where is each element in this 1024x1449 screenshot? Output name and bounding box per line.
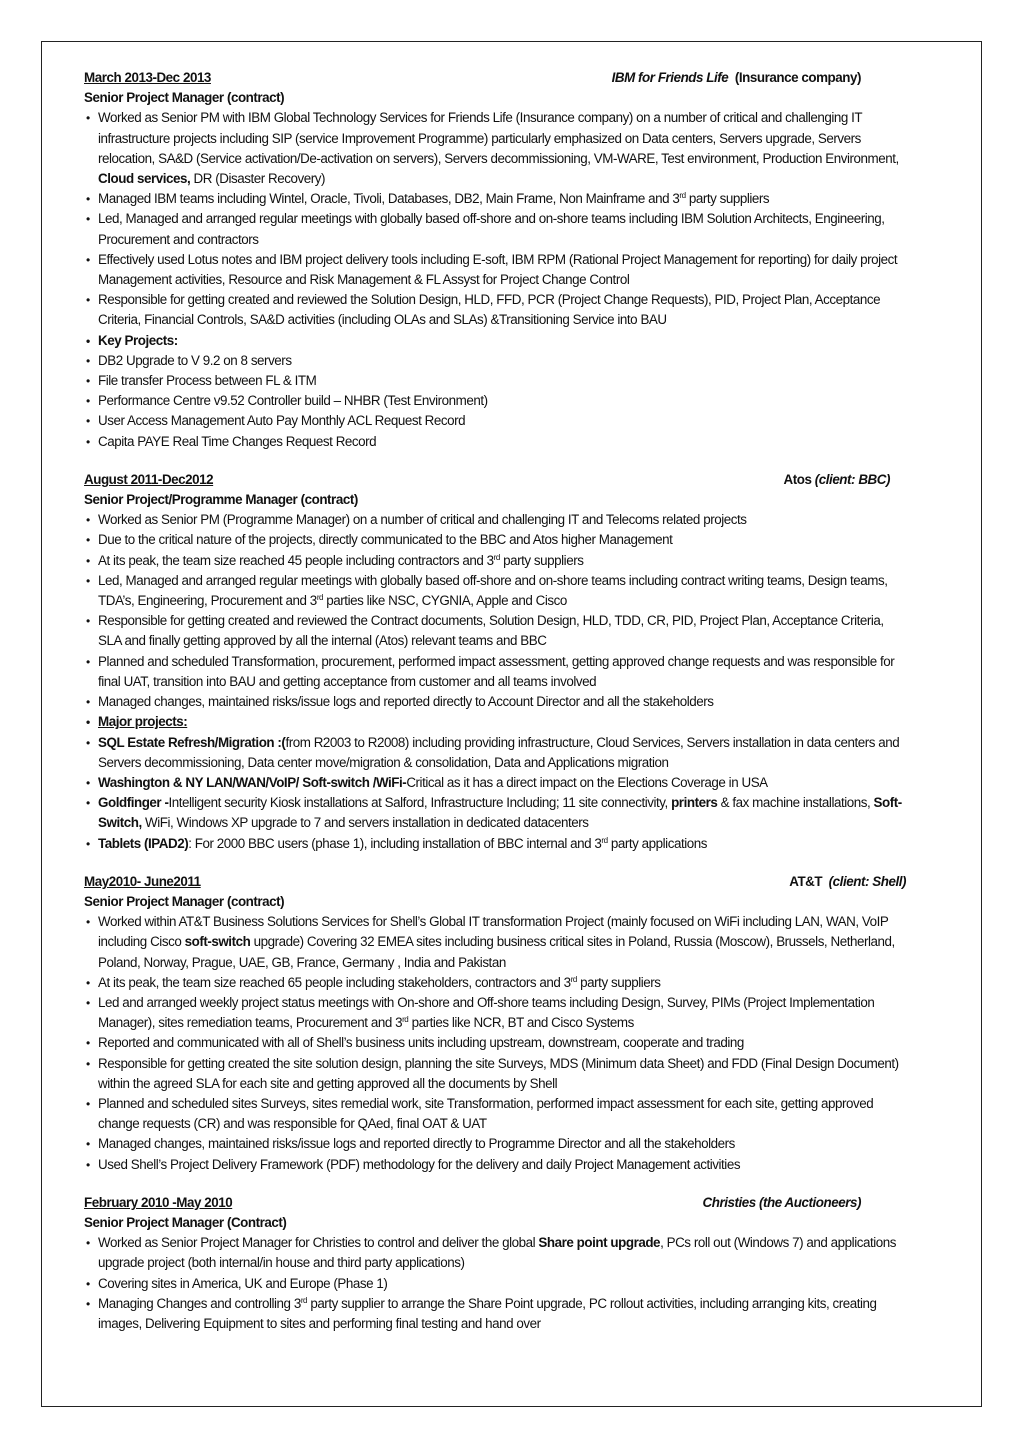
list-item: • Worked within AT&T Business Solutions Services for Shell’s Global IT transformation Project (mainly focused on WiFi including LAN, WAN, VoIP including Cisco soft-switch upgrade) Covering 32 EMEA sites including business critical sites in Poland, Russia (Moscow), Brussels, Netherland, Poland, Norway, Prague, UAE, GB, France, Germany , India and Pakistan — [84, 912, 906, 973]
list-item: • Planned and scheduled sites Surveys, sites remedial work, site Transformation, performed impact assessment for each site, getting approved change requests (CR) and was responsible for QAed, final OAT & UAT — [84, 1094, 906, 1134]
list-item: • User Access Management Auto Pay Monthly ACL Request Record — [84, 411, 906, 431]
list-item: • Key Projects: — [84, 331, 906, 351]
list-item: • Tablets (IPAD2): For 2000 BBC users (phase 1), including installation of BBC internal and 3rd party applications — [84, 834, 906, 854]
list-item: • Capita PAYE Real Time Changes Request Record — [84, 432, 906, 452]
job-bullets — [84, 510, 906, 853]
job-bullets — [84, 108, 906, 451]
job-section-att — [84, 872, 906, 1175]
job-section-ibm — [84, 68, 906, 452]
list-item: • Managed changes, maintained risks/issue logs and reported directly to Account Director and all the stakeholders — [84, 692, 906, 712]
list-item: • Major projects: — [84, 712, 906, 732]
list-item: • Performance Centre v9.52 Controller build – NHBR (Test Environment) — [84, 391, 906, 411]
job-title: Senior Project/Programme Manager (contract) — [84, 492, 358, 508]
list-item: • Managed changes, maintained risks/issue logs and reported directly to Programme Director and all the stakeholders — [84, 1134, 906, 1154]
list-item: • DB2 Upgrade to V 9.2 on 8 servers — [84, 351, 906, 371]
list-item: • SQL Estate Refresh/Migration :(from R2003 to R2008) including providing infrastructure, Cloud Services, Servers installation in data centers and Servers decommissioning, Data center move/migration & consolidation, Data and Applications migration — [84, 733, 906, 773]
list-item: • Goldfinger -Intelligent security Kiosk installations at Salford, Infrastructure Including; 11 site connectivity, printers & fax machine installations, Soft-Switch, WiFi, Windows XP upgrade to 7 and servers installation in dedicated datacenters — [84, 793, 906, 833]
list-item: • Worked as Senior PM with IBM Global Technology Services for Friends Life (Insurance company) on a number of critical and challenging IT infrastructure projects including SIP (service Improvement Programme) particularly emphasized on Data centers, Servers upgrade, Servers relocation, SA&D (Service activation/De-activation on servers), Servers decommissioning, VM-WARE, Test environment, Production Environment, Cloud services, DR (Disaster Recovery) — [84, 108, 906, 189]
list-item: • Responsible for getting created and reviewed the Contract documents, Solution Design, HLD, TDD, CR, PID, Project Plan, Acceptance Criteria, SLA and finally getting approved by all the internal (Atos) relevant teams and BBC — [84, 611, 906, 651]
list-item: • File transfer Process between FL & ITM — [84, 371, 906, 391]
job-header — [84, 68, 906, 88]
list-item: • Covering sites in America, UK and Europe (Phase 1) — [84, 1274, 906, 1294]
list-item: • Led, Managed and arranged regular meetings with globally based off-shore and on-shore teams including IBM Solution Architects, Engineering, Procurement and contractors — [84, 209, 906, 249]
list-item: • Led and arranged weekly project status meetings with On-shore and Off-shore teams including Design, Survey, PIMs (Project Implementation Manager), sites remediation teams, Procurement and 3rd parties like NCR, BT and Cisco Systems — [84, 993, 906, 1033]
list-item: • Led, Managed and arranged regular meetings with globally based off-shore and on-shore teams including contract writing teams, Design teams, TDA’s, Engineering, Procurement and 3rd parties like NSC, CYGNIA, Apple and Cisco — [84, 571, 906, 611]
job-header — [84, 872, 906, 892]
list-item: • At its peak, the team size reached 45 people including contractors and 3rd party suppliers — [84, 551, 906, 571]
job-company: Christies (the Auctioneers) — [702, 1194, 861, 1210]
list-item: • Responsible for getting created and reviewed the Solution Design, HLD, FFD, PCR (Project Change Requests), PID, Project Plan, Acceptance Criteria, Financial Controls, SA&D activities (including OLAs and SLAs) &Transitioning Service into BAU — [84, 290, 906, 330]
list-item: • Managed IBM teams including Wintel, Oracle, Tivoli, Databases, DB2, Main Frame, Non Mainframe and 3rd party suppliers — [84, 189, 906, 209]
list-item: • Managing Changes and controlling 3rd party supplier to arrange the Share Point upgrade, PC rollout activities, including arranging kits, creating images, Delivering Equipment to sites and performing final testing and hand over — [84, 1294, 906, 1334]
list-item: • Planned and scheduled Transformation, procurement, performed impact assessment, getting approved change requests and was responsible for final UAT, transition into BAU and getting acceptance from customer and all teams involved — [84, 652, 906, 692]
list-item: • Effectively used Lotus notes and IBM project delivery tools including E-soft, IBM RPM (Rational Project Management for reporting) for daily project Management activities, Resource and Risk Management & FL Assyst for Project Change Control — [84, 250, 906, 290]
job-title: Senior Project Manager (Contract) — [84, 1214, 287, 1230]
job-company: AT&T (client: Shell) — [789, 873, 906, 889]
job-bullets — [84, 912, 906, 1175]
job-bullets — [84, 1233, 906, 1334]
job-title: Senior Project Manager (contract) — [84, 893, 285, 909]
list-item: • Washington & NY LAN/WAN/VoIP/ Soft-switch /WiFi-Critical as it has a direct impact on the Elections Coverage in USA — [84, 773, 906, 793]
list-item: • Responsible for getting created the site solution design, planning the site Surveys, MDS (Minimum data Sheet) and FDD (Final Design Document) within the agreed SLA for each site and getting approved all the documents by Shell — [84, 1054, 906, 1094]
job-section-atos — [84, 470, 906, 854]
resume-content — [84, 68, 906, 1352]
job-date: August 2011-Dec2012 — [84, 471, 214, 487]
job-date: March 2013-Dec 2013 — [84, 70, 211, 85]
job-header — [84, 1193, 906, 1213]
list-item: • Worked as Senior Project Manager for Christies to control and deliver the global Share point upgrade, PCs roll out (Windows 7) and applications upgrade project (both internal/in house and third party applications) — [84, 1233, 906, 1273]
list-item: • Due to the critical nature of the projects, directly communicated to the BBC and Atos higher Management — [84, 530, 906, 550]
job-company: Atos (client: BBC) — [783, 471, 890, 487]
job-date: May2010- June2011 — [84, 873, 201, 889]
list-item: • Reported and communicated with all of Shell’s business units including upstream, downstream, cooperate and trading — [84, 1033, 906, 1053]
list-item: • Used Shell’s Project Delivery Framework (PDF) methodology for the delivery and daily Project Management activities — [84, 1155, 906, 1175]
job-date: February 2010 -May 2010 — [84, 1194, 233, 1210]
list-item: • Worked as Senior PM (Programme Manager) on a number of critical and challenging IT and Telecoms related projects — [84, 510, 906, 530]
job-title: Senior Project Manager (contract) — [84, 90, 285, 106]
job-section-christies — [84, 1193, 906, 1334]
job-company: IBM for Friends Life (Insurance company) — [611, 70, 861, 85]
list-item: • At its peak, the team size reached 65 people including stakeholders, contractors and 3rd party suppliers — [84, 973, 906, 993]
job-header — [84, 470, 906, 490]
